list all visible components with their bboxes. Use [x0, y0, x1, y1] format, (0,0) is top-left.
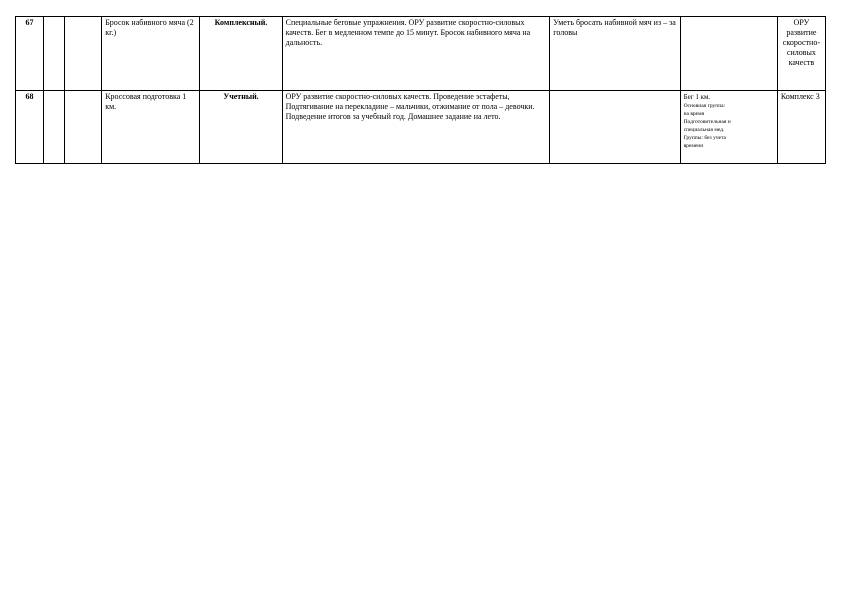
empty-cell: [44, 91, 65, 164]
control-line: Группы: без учета: [683, 135, 726, 141]
lesson-skills: [550, 91, 680, 164]
control-line: специальная мед.: [683, 127, 725, 133]
lesson-homework: Комплекс 3: [777, 91, 825, 164]
lesson-content: Специальные беговые упражнения. ОРУ развитие скоростно-силовых качеств. Бег в медленном темпе до 15 минут. Бросок набивного мяча на дальность.: [282, 17, 550, 91]
control-line: на время: [683, 111, 705, 117]
empty-cell: [44, 17, 65, 91]
table-row: [16, 17, 826, 91]
lesson-number: 68: [16, 91, 44, 164]
lesson-homework: ОРУ развитие скоростно-силовых качеств: [777, 17, 825, 91]
lesson-type: Учетный.: [200, 91, 282, 164]
lesson-control: [680, 17, 777, 91]
lesson-control: [680, 91, 777, 164]
lesson-type: Комплексный.: [200, 17, 282, 91]
control-line: времени: [683, 143, 704, 149]
lesson-number: 67: [16, 17, 44, 91]
control-line: Основная группа:: [683, 103, 726, 109]
lesson-content: ОРУ развитие скоростно-силовых качеств. Проведение эстафеты, Подтягивание на перекладине – мальчики, отжимание от пола – девочки. Подведение итогов за учебный год. Домашнее задание на лето.: [282, 91, 550, 164]
empty-cell: [65, 17, 102, 91]
lesson-plan-table: [15, 16, 826, 164]
lesson-topic: Кроссовая подготовка 1 км.: [102, 91, 200, 164]
empty-cell: [65, 91, 102, 164]
control-line: Бег 1 км.: [683, 93, 711, 101]
control-line: Подготовительная и: [683, 119, 731, 125]
lesson-topic: Бросок набивного мяча (2 кг.): [102, 17, 200, 91]
table-row: [16, 91, 826, 164]
lesson-skills: Уметь бросать набивной мяч из – за головы: [550, 17, 680, 91]
